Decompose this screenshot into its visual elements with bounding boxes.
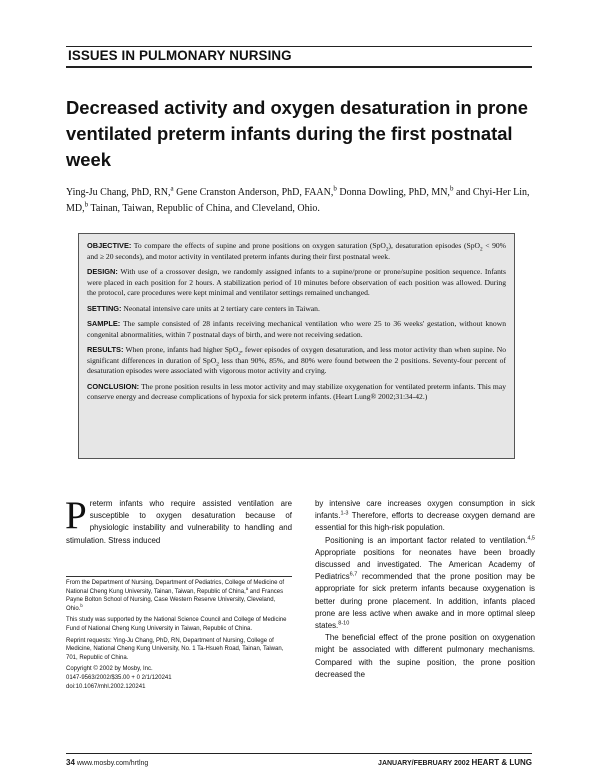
affiliation-mark: b [80, 602, 83, 608]
abstract-results [87, 345, 506, 377]
paragraph-text: Appropriate positions for neonates have been broadly discussed and investigated. The American Academy of Pediatrics [315, 547, 535, 582]
page-number: 34 [66, 758, 75, 767]
abstract-text: < 90% and ≥ 20 seconds), and motor activity in ventilated preterm infants during their first postnatal week. [87, 241, 506, 261]
subscript: 2 [216, 361, 219, 368]
abstract-label: SAMPLE: [87, 319, 121, 328]
footnote-text: and Frances Payne Bolton School of Nursing, Case Western Reserve University, Cleveland, Ohio. [66, 588, 284, 612]
paragraph-text: recommended that the prone position may be appropriate for sick preterm infants because oxygenation is better during prone placement. In addition, infants placed prone are less active when awake and in more optimal sleep states. [315, 572, 535, 631]
footer-right [378, 758, 532, 767]
abstract-text: The prone position results in less motor activity and may stabilize oxygenation for ventilated preterm infants. This may conserve energy and decrease complications of hypoxia for sick preterm infants. (Heart Lung® 2002;31:34-42.) [87, 381, 506, 401]
journal-url[interactable]: www.mosby.com/hrtlng [74, 760, 149, 767]
header-rule-bottom [66, 66, 532, 68]
author-2: Gene Cranston Anderson, PhD, FAAN, [173, 187, 334, 198]
body-column-left [65, 494, 292, 547]
abstract-label: CONCLUSION: [87, 381, 140, 391]
abstract-text: less than 90%, 85%, and 80% were found between the 2 positions. Seventy-four percent of desaturation episodes were associated with vigorous motor activity and crying. [87, 355, 506, 375]
article-title: Decreased activity and oxygen desaturation in prone ventilated preterm infants during the first postnatal week [66, 97, 528, 170]
affiliation-mark: b [333, 184, 337, 193]
abstract-label: OBJECTIVE: [87, 241, 132, 250]
body-column-right [315, 498, 535, 681]
body-paragraph [315, 498, 535, 535]
abstract-text: When prone, infants had higher SpO [123, 345, 239, 354]
issue-date: JANUARY/FEBRUARY 2002 [378, 760, 472, 767]
author-1: Ying-Ju Chang, PhD, RN, [66, 187, 171, 198]
footnote-funding: This study was supported by the National Science Council and College of Medicine Fund of National Cheng Kung University in Taiwan, Republic of China. [66, 617, 287, 632]
abstract-text: The sample consisted of 28 infants receiving mechanical ventilation who were 25 to 36 weeks' gestation, without known congenital abnormalities, within 7 postnatal days of birth, and were not receiving sedation. [87, 319, 506, 339]
citation-mark: 8-10 [338, 620, 350, 627]
body-paragraph [315, 535, 535, 633]
abstract-sample [87, 319, 506, 340]
abstract-text: With use of a crossover design, we randomly assigned infants to a supine/prone or prone/supine position sequence. Infants were placed in each position for 2 hours. A stabilization period of 10 minutes before observation of each position was allowed. During the protocol, care procedures were kept minimal and ventilator settings remained unchanged. [87, 267, 506, 297]
footer-left [66, 758, 148, 767]
footnote-text: From the Department of Nursing, Department of Pediatrics, College of Medicine of National Cheng Kung University, Tainan, Taiwan, Republic of China, [66, 580, 285, 595]
paragraph-text: by intensive care increases oxygen consumption in sick infants. [315, 499, 535, 521]
abstract-text: ), desaturation episodes (SpO [388, 241, 480, 250]
abstract-setting [87, 304, 506, 315]
abstract-conclusion [87, 382, 506, 403]
abstract-label: RESULTS: [87, 345, 124, 354]
footnote-reprint: Reprint requests: Ying-Ju Chang, PhD, RN, Department of Nursing, College of Medicine, National Cheng Kung University, No. 1 Ta-Hsueh Road, Tainan, Taiwan, 701, Republic of China. [66, 637, 284, 661]
abstract-label: DESIGN: [87, 267, 118, 276]
affiliation-mark: a [170, 184, 174, 193]
body-paragraph: The beneficial effect of the prone position on oxygenation might be associated with different pulmonary mechanisms. Compared with the supine position, the prone position decreased the [315, 633, 535, 679]
body-paragraph [65, 494, 292, 547]
author-4: and Chyi-Her Lin, MD, [66, 187, 530, 214]
abstract-box [78, 233, 515, 459]
abstract-text: , fewer episodes of oxygen desaturation, and less motor activity than when supine. No significant differences in duration of SpO [87, 345, 507, 365]
paragraph-text: reterm infants who require assisted ventilation are susceptible to oxygen desaturation because of physiologic instability and vulnerability to handling and stimulation. Stress induced [66, 499, 292, 545]
subscript: 2 [238, 350, 241, 357]
footnotes [66, 579, 292, 691]
subscript: 2 [479, 246, 483, 253]
author-3: Donna Dowling, PhD, MN, [336, 187, 450, 198]
abstract-text: Neonatal intensive care units at 2 tertiary care centers in Taiwan. [121, 303, 320, 313]
abstract-objective [87, 241, 506, 262]
footnote-copyright: Copyright © 2002 by Mosby, Inc. [66, 666, 153, 673]
drop-cap: P [65, 494, 87, 537]
subscript: 2 [385, 246, 389, 253]
affiliation-mark: b [449, 184, 454, 193]
footnote-issn: 0147-9563/2002/$35.00 + 0 2/1/120241 [66, 674, 172, 681]
footnote-doi: doi:10.1067/mhl.2002.120241 [66, 683, 146, 690]
abstract-label: SETTING: [87, 303, 122, 313]
footnote-rule [66, 576, 292, 577]
abstract-design [87, 267, 506, 299]
citation-mark: 4,5 [527, 534, 535, 541]
journal-name: HEART & LUNG [471, 758, 532, 767]
section-heading: ISSUES IN PULMONARY NURSING [68, 48, 292, 63]
header-rule-top [66, 46, 532, 47]
author-list [66, 185, 532, 216]
citation-mark: 1-3 [340, 510, 349, 517]
footnote-affiliation [66, 579, 292, 613]
affiliation-mark: b [84, 200, 89, 209]
abstract-text: To compare the effects of supine and prone positions on oxygen saturation (SpO [131, 241, 386, 250]
paragraph-text: Positioning is an important factor related to ventilation. [325, 535, 528, 545]
paragraph-text: Therefore, efforts to decrease oxygen demand are essential for this high-risk population. [315, 511, 535, 533]
citation-mark: 6,7 [349, 571, 358, 578]
affiliation-mark: a [245, 585, 249, 591]
footer-rule [66, 753, 532, 754]
author-location: Tainan, Taiwan, Republic of China, and Cleveland, Ohio. [88, 202, 320, 214]
